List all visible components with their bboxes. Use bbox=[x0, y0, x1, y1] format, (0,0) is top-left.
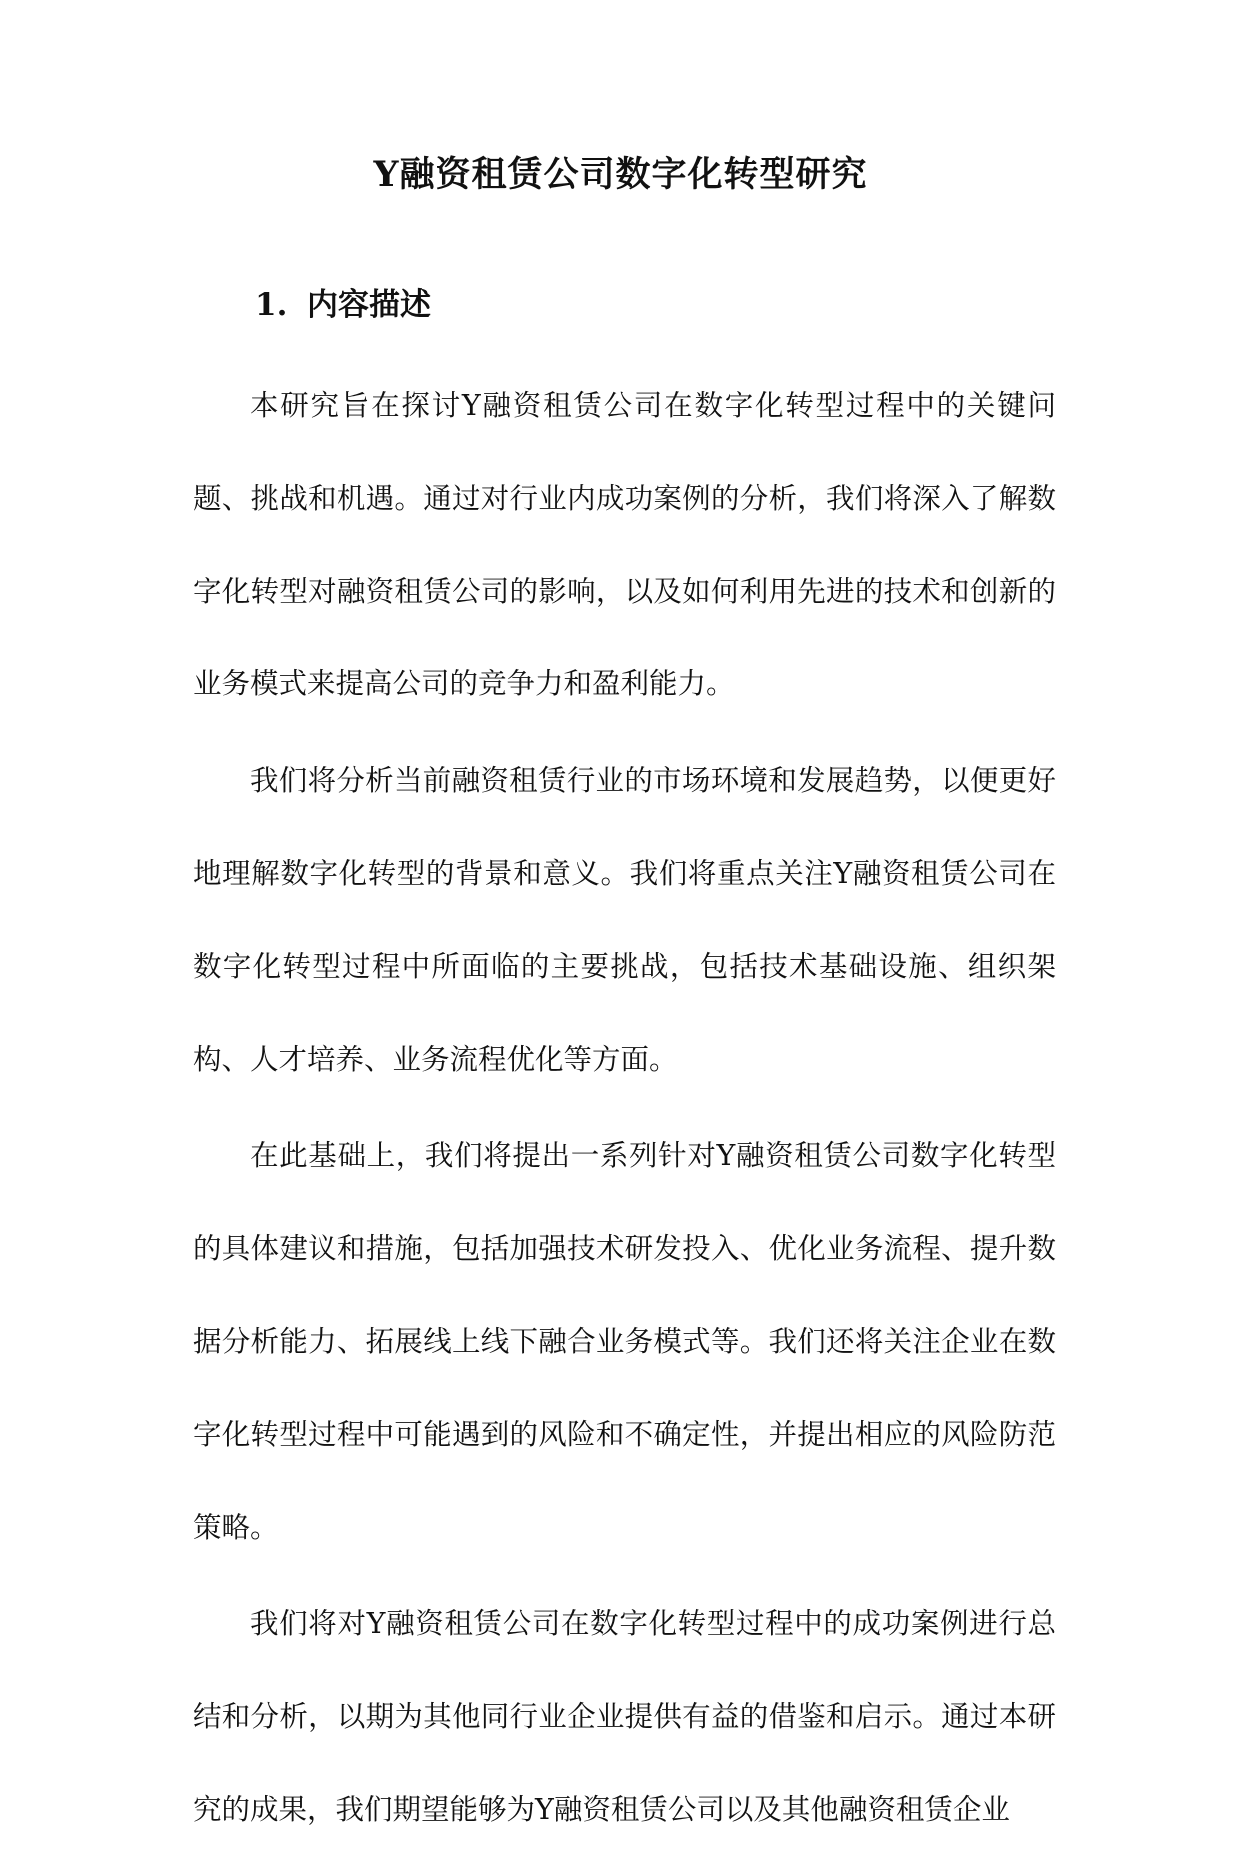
paragraph: 我们将分析当前融资租赁行业的市场环境和发展趋势，以便更好地理解数字化转型的背景和意义。我们将重点关注Y融资租赁公司在数字化转型过程中所面临的主要挑战，包括技术基础设施、组织架构、人才培养、业务流程优化等方面。 bbox=[193, 764, 1056, 1076]
document-body bbox=[193, 360, 1056, 1861]
section-number: 1. bbox=[255, 287, 288, 323]
paragraph: 我们将对Y融资租赁公司在数字化转型过程中的成功案例进行总结和分析，以期为其他同行业企业提供有益的借鉴和启示。通过本研究的成果，我们期望能够为Y融资租赁公司以及其他融资租赁企业 bbox=[193, 1607, 1056, 1826]
section-heading bbox=[255, 282, 431, 328]
paragraph: 本研究旨在探讨Y融资租赁公司在数字化转型过程中的关键问题、挑战和机遇。通过对行业内成功案例的分析，我们将深入了解数字化转型对融资租赁公司的影响，以及如何利用先进的技术和创新的业务模式来提高公司的竞争力和盈利能力。 bbox=[193, 389, 1056, 701]
document-title: Y融资租赁公司数字化转型研究 bbox=[373, 154, 868, 195]
section-title: 内容描述 bbox=[307, 287, 431, 323]
paragraph: 在此基础上，我们将提出一系列针对Y融资租赁公司数字化转型的具体建议和措施，包括加强技术研发投入、优化业务流程、提升数据分析能力、拓展线上线下融合业务模式等。我们还将关注企业在数字化转型过程中可能遇到的风险和不确定性，并提出相应的风险防范策略。 bbox=[193, 1139, 1056, 1544]
